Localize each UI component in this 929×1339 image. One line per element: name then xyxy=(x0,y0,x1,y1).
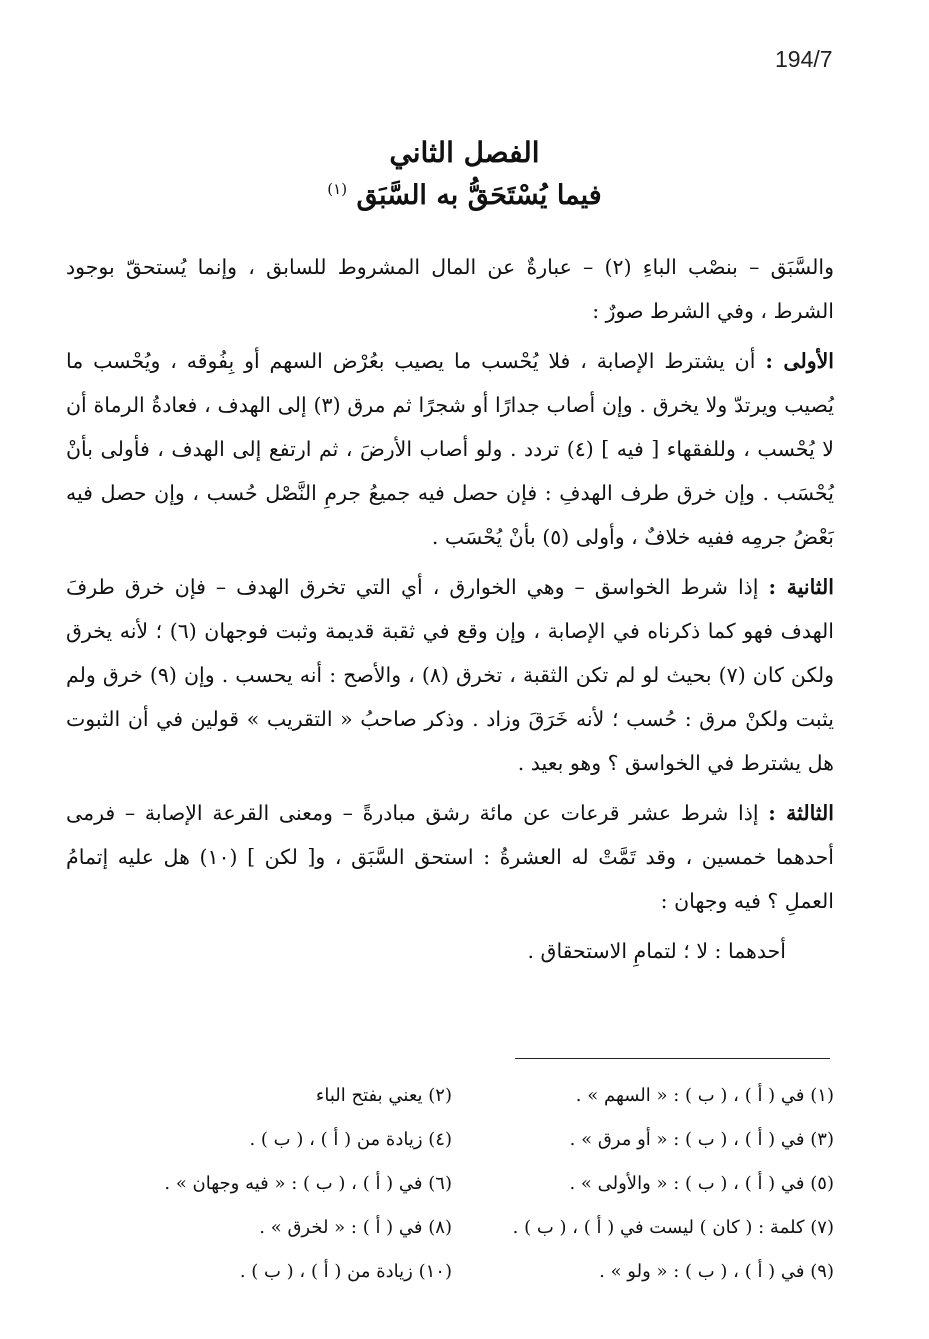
footnote-item xyxy=(482,1166,834,1202)
paragraph-text: إذا شرط عشر قرعات عن مائة رشق مبادرةً – ومعنى القرعة الإصابة – فرمى أحدهما خمسين ، وقد تَمَّتْ له العشرةُ : استحق السَّبَق ، و[ لكن ] (١٠) هل عليه إتمامُ العملِ ؟ فيه وجهان : xyxy=(66,801,834,913)
footnote-item xyxy=(100,1254,452,1290)
footnote-item xyxy=(100,1078,452,1114)
footnote-number: (٨) xyxy=(428,1217,452,1238)
paragraph-intro xyxy=(66,245,834,333)
closing-line: أحدهما : لا ؛ لتمامِ الاستحقاق . xyxy=(527,939,786,963)
chapter-subtitle xyxy=(0,180,929,211)
footnote-number: (١) xyxy=(810,1085,834,1106)
paragraph-text: إذا شرط الخواسق – وهي الخوارق ، أي التي تخرق الهدف – فإن خرق طرفَ الهدف فهو كما ذكرناه في الإصابة ، وإن وقع في ثقبة قديمة وثبت فوجهان (٦) ؛ لأنه يخرق ولكن كان (٧) بحيث لو لم تكن الثقبة ، تخرق (٨) ، والأصح : أنه يحسب . وإن (٩) خرق ولم يثبت ولكنْ مرق : حُسب ؛ لأنه خَرَقَ وزاد . وذكر صاحبُ « التقريب » قولين في أن الثبوت هل يشترط في الخواسق ؟ وهو بعيد . xyxy=(66,575,834,775)
paragraph-third-case xyxy=(66,791,834,923)
footnote-number: (٦) xyxy=(428,1173,452,1194)
footnote-item xyxy=(100,1210,452,1246)
footnote-text: زيادة من ( أ ) ، ( ب ) . xyxy=(239,1261,413,1282)
main-text xyxy=(66,245,834,979)
footnote-number: (٧) xyxy=(810,1217,834,1238)
footnote-text: زيادة من ( أ ) ، ( ب ) . xyxy=(249,1129,423,1150)
footnote-text: في ( أ ) ، ( ب ) : « والأولى » . xyxy=(569,1173,805,1194)
footnote-item xyxy=(482,1210,834,1246)
footnote-text: في ( أ ) ، ( ب ) : « ولو » . xyxy=(599,1261,805,1282)
footnote-item xyxy=(482,1078,834,1114)
footnote-text: يعني بفتح الباء xyxy=(315,1085,423,1106)
footnote-item xyxy=(100,1122,452,1158)
footnote-item xyxy=(482,1122,834,1158)
footnote-number: (٥) xyxy=(810,1173,834,1194)
page-number: 194/7 xyxy=(775,46,833,72)
footnote-number: (٢) xyxy=(428,1085,452,1106)
paragraph-lead: الأولى : xyxy=(765,349,834,373)
footnote-text: كلمة : ( كان ) ليست في ( أ ) ، ( ب ) . xyxy=(512,1217,805,1238)
paragraph-lead: الثانية : xyxy=(768,575,834,599)
footnote-number: (١٠) xyxy=(418,1261,452,1282)
paragraph-text: أن يشترط الإصابة ، فلا يُحْسب ما يصيب بعُرْض السهم أو بِفُوقه ، ويُحْسب ما يُصيب ويرتدّ ولا يخرق . وإن أصاب جدارًا أو شجرًا ثم مرق (٣) إلى الهدف ، فعادةُ الرماة أن لا يُحْسب ، وللفقهاء [ فيه ] (٤) تردد . ولو أصاب الأرضَ ، ثم ارتفع إلى الهدف ، فأولى بأنْ يُحْسَب . وإن خرق طرف الهدفِ : فإن حصل فيه جميعُ جرمِ النَّصْل حُسب ، وإن حصل فيه بَعْضُ جرمِه ففيه خلافٌ ، وأولى (٥) بأنْ يُحْسَب . xyxy=(66,349,835,549)
footnote-text: في ( أ ) ، ( ب ) : « فيه وجهان » . xyxy=(164,1173,423,1194)
footnote-divider xyxy=(515,1058,830,1059)
footnote-number: (٣) xyxy=(810,1129,834,1150)
footnote-text: في ( أ ) : « لخرق » . xyxy=(259,1217,423,1238)
footnote-number: (٤) xyxy=(428,1129,452,1150)
footnote-text: في ( أ ) ، ( ب ) : « أو مرق » . xyxy=(569,1129,805,1150)
paragraph-text: والسَّبَق – بنصْب الباءِ (٢) – عبارةٌ عن المال المشروط للسابق ، وإنما يُستحقّ بوجود الشرط ، وفي الشرط صورٌ : xyxy=(66,255,834,323)
chapter-subtitle-text: فيما يُسْتَحَقُّ به السَّبَق xyxy=(356,180,602,211)
footnote-item xyxy=(100,1166,452,1202)
footnote-reference: (١) xyxy=(327,180,348,198)
paragraph-first-case xyxy=(66,339,834,559)
footnote-text: في ( أ ) ، ( ب ) : « السهم » . xyxy=(575,1085,805,1106)
footnote-number: (٩) xyxy=(810,1261,834,1282)
chapter-title: الفصل الثاني xyxy=(389,136,540,169)
footnotes xyxy=(100,1078,834,1290)
paragraph-second-case xyxy=(66,565,834,785)
paragraph-lead: الثالثة : xyxy=(768,801,834,825)
footnote-item xyxy=(482,1254,834,1290)
